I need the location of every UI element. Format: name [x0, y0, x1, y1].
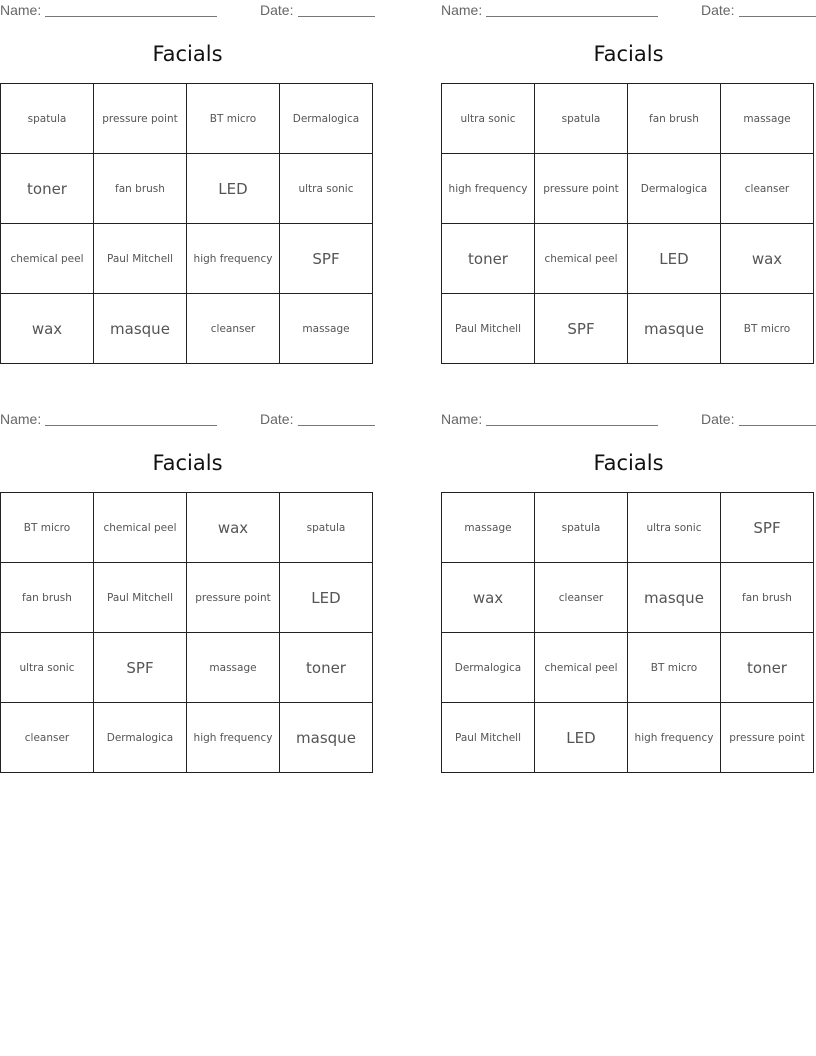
grid-cell: fan brush — [628, 84, 721, 154]
grid-row — [442, 563, 814, 633]
name-label: Name: — [441, 411, 483, 427]
bingo-card-1 — [0, 0, 376, 338]
grid-cell: massage — [721, 84, 814, 154]
card-title: Facials — [152, 451, 223, 475]
name-date-line — [441, 409, 816, 431]
grid-cell: chemical peel — [535, 224, 628, 294]
bingo-card-4 — [441, 409, 816, 747]
bingo-grid — [0, 492, 373, 773]
card-title: Facials — [593, 42, 664, 66]
name-date-line — [441, 0, 816, 22]
grid-cell: LED — [535, 703, 628, 773]
name-blank — [486, 425, 658, 426]
grid-cell: high frequency — [187, 703, 280, 773]
grid-cell: SPF — [280, 224, 373, 294]
date-blank — [298, 425, 375, 426]
grid-cell: cleanser — [535, 563, 628, 633]
grid-cell: Dermalogica — [94, 703, 187, 773]
grid-cell: masque — [94, 294, 187, 364]
grid-cell: SPF — [94, 633, 187, 703]
grid-cell: cleanser — [721, 154, 814, 224]
grid-cell: masque — [628, 294, 721, 364]
grid-cell: wax — [187, 493, 280, 563]
grid-cell: chemical peel — [94, 493, 187, 563]
grid-cell: Paul Mitchell — [442, 703, 535, 773]
grid-row — [442, 154, 814, 224]
grid-cell: massage — [187, 633, 280, 703]
grid-row — [1, 224, 373, 294]
grid-cell: ultra sonic — [628, 493, 721, 563]
grid-cell: chemical peel — [535, 633, 628, 703]
date-label: Date: — [260, 411, 294, 427]
grid-cell: ultra sonic — [280, 154, 373, 224]
grid-cell: BT micro — [721, 294, 814, 364]
grid-cell: high frequency — [628, 703, 721, 773]
grid-cell: toner — [721, 633, 814, 703]
bingo-grid — [441, 83, 814, 364]
date-label: Date: — [701, 2, 735, 18]
grid-cell: masque — [628, 563, 721, 633]
grid-cell: high frequency — [187, 224, 280, 294]
grid-cell: fan brush — [721, 563, 814, 633]
name-date-line — [0, 409, 376, 431]
bingo-card-2 — [441, 0, 816, 338]
grid-cell: wax — [1, 294, 94, 364]
grid-cell: chemical peel — [1, 224, 94, 294]
grid-row — [442, 84, 814, 154]
grid-cell: cleanser — [1, 703, 94, 773]
grid-cell: BT micro — [187, 84, 280, 154]
grid-row — [442, 703, 814, 773]
grid-row — [1, 154, 373, 224]
grid-row — [1, 633, 373, 703]
grid-row — [442, 294, 814, 364]
grid-cell: toner — [442, 224, 535, 294]
grid-cell: massage — [442, 493, 535, 563]
grid-cell: spatula — [1, 84, 94, 154]
grid-row — [442, 493, 814, 563]
grid-cell: ultra sonic — [1, 633, 94, 703]
bingo-grid — [0, 83, 373, 364]
grid-cell: wax — [721, 224, 814, 294]
grid-cell: spatula — [535, 84, 628, 154]
grid-cell: Paul Mitchell — [442, 294, 535, 364]
name-label: Name: — [0, 2, 42, 18]
grid-cell: Paul Mitchell — [94, 224, 187, 294]
grid-cell: Dermalogica — [442, 633, 535, 703]
grid-cell: BT micro — [1, 493, 94, 563]
date-label: Date: — [260, 2, 294, 18]
grid-cell: BT micro — [628, 633, 721, 703]
grid-cell: pressure point — [187, 563, 280, 633]
date-label: Date: — [701, 411, 735, 427]
name-blank — [486, 16, 658, 17]
grid-row — [442, 633, 814, 703]
grid-cell: LED — [280, 563, 373, 633]
grid-cell: high frequency — [442, 154, 535, 224]
card-title: Facials — [593, 451, 664, 475]
grid-cell: SPF — [535, 294, 628, 364]
grid-cell: cleanser — [187, 294, 280, 364]
grid-cell: toner — [1, 154, 94, 224]
date-blank — [739, 16, 816, 17]
name-date-line — [0, 0, 376, 22]
grid-cell: Dermalogica — [280, 84, 373, 154]
date-blank — [739, 425, 816, 426]
grid-row — [442, 224, 814, 294]
grid-cell: fan brush — [1, 563, 94, 633]
grid-cell: Dermalogica — [628, 154, 721, 224]
grid-cell: pressure point — [721, 703, 814, 773]
bingo-card-3 — [0, 409, 376, 747]
grid-row — [1, 493, 373, 563]
grid-cell: pressure point — [94, 84, 187, 154]
grid-cell: spatula — [280, 493, 373, 563]
grid-cell: massage — [280, 294, 373, 364]
grid-cell: LED — [187, 154, 280, 224]
grid-row — [1, 703, 373, 773]
grid-cell: wax — [442, 563, 535, 633]
grid-cell: fan brush — [94, 154, 187, 224]
grid-row — [1, 563, 373, 633]
name-blank — [45, 16, 217, 17]
name-label: Name: — [0, 411, 42, 427]
grid-cell: masque — [280, 703, 373, 773]
grid-cell: toner — [280, 633, 373, 703]
name-blank — [45, 425, 217, 426]
grid-row — [1, 294, 373, 364]
bingo-grid — [441, 492, 814, 773]
card-title: Facials — [152, 42, 223, 66]
grid-cell: ultra sonic — [442, 84, 535, 154]
date-blank — [298, 16, 375, 17]
grid-cell: SPF — [721, 493, 814, 563]
name-label: Name: — [441, 2, 483, 18]
grid-cell: LED — [628, 224, 721, 294]
grid-row — [1, 84, 373, 154]
grid-cell: pressure point — [535, 154, 628, 224]
grid-cell: Paul Mitchell — [94, 563, 187, 633]
grid-cell: spatula — [535, 493, 628, 563]
